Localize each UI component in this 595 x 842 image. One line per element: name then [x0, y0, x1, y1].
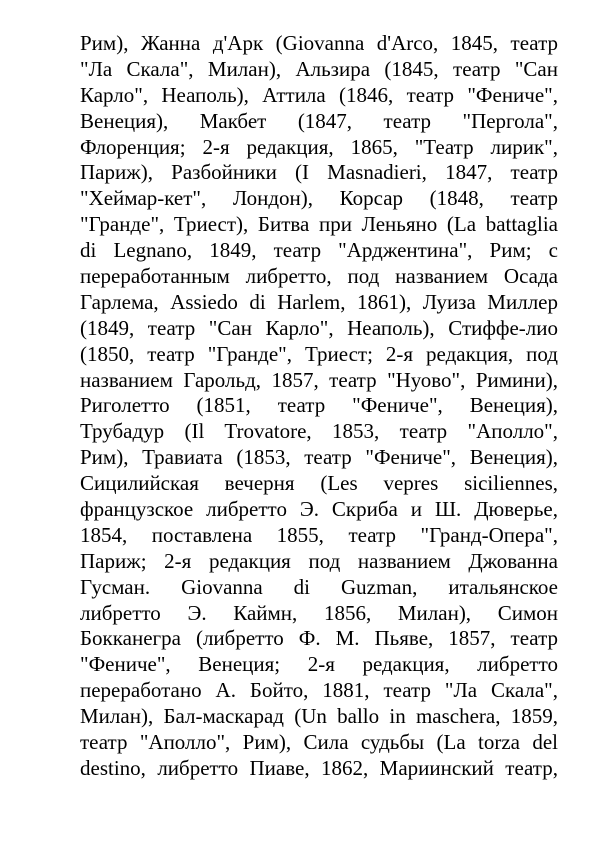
text-line: "Ла Скала", Милан), Альзира (1845, театр "Сан	[80, 56, 558, 81]
text-line: театр "Аполло", Рим), Сила судьбы (La torza del	[80, 730, 558, 755]
text-line: Гарлема, Assiedo di Harlem, 1861), Луиза Миллер	[80, 289, 558, 314]
text-line: Трубадур (Il Trovatore, 1853, театр "Аполло",	[80, 419, 558, 444]
text-line: названием Гарольд, 1857, театр "Нуово", Римини),	[80, 367, 558, 392]
text-line: Флоренция; 2-я редакция, 1865, "Театр лирик",	[80, 134, 558, 159]
text-line: "Хеймар-кет", Лондон), Корсар (1848, театр	[80, 186, 558, 211]
text-line: Гусман. Giovanna di Guzman, итальянское	[80, 574, 558, 599]
text-line: Карло", Неаполь), Аттила (1846, театр "Фениче",	[80, 82, 558, 107]
text-line: Рим), Травиата (1853, театр "Фениче", Венеция),	[80, 445, 558, 470]
text-line: "Фениче", Венеция; 2-я редакция, либретто	[80, 652, 558, 677]
body-text	[80, 31, 558, 782]
text-line: Сицилийская вечерня (Les vepres siciliennes,	[80, 471, 558, 496]
text-line: Рим), Жанна д'Арк (Giovanna d'Arco, 1845, театр	[80, 31, 558, 55]
text-line: di Legnano, 1849, театр "Арджентина", Рим; с	[80, 238, 558, 263]
text-line: Венеция), Макбет (1847, театр "Пергола",	[80, 108, 558, 133]
text-line: destino, либретто Пиаве, 1862, Мариинский театр,	[80, 755, 558, 780]
text-line: Милан), Бал-маскарад (Un ballo in maschera, 1859,	[80, 704, 558, 729]
text-line: "Гранде", Триест), Битва при Леньяно (La battaglia	[80, 212, 558, 237]
text-line: Бокканегра (либретто Ф. М. Пьяве, 1857, театр	[80, 626, 558, 651]
text-line: Париж; 2-я редакция под названием Джованна	[80, 548, 558, 573]
text-line: либретто Э. Каймн, 1856, Милан), Симон	[80, 600, 558, 625]
text-line: Риголетто (1851, театр "Фениче", Венеция),	[80, 393, 558, 418]
text-line: 1854, поставлена 1855, театр "Гранд-Опера",	[80, 522, 558, 547]
text-line: (1850, театр "Гранде", Триест; 2-я редакция, под	[80, 341, 558, 366]
text-line: (1849, театр "Сан Карло", Неаполь), Стиффе-лио	[80, 315, 558, 340]
text-line: Париж), Разбойники (I Masnadieri, 1847, театр	[80, 160, 558, 185]
text-line: французское либретто Э. Скриба и Ш. Дюверье,	[80, 497, 558, 522]
text-line: переработанным либретто, под названием Осада	[80, 264, 558, 289]
text-line: переработано А. Бойто, 1881, театр "Ла Скала",	[80, 678, 558, 703]
